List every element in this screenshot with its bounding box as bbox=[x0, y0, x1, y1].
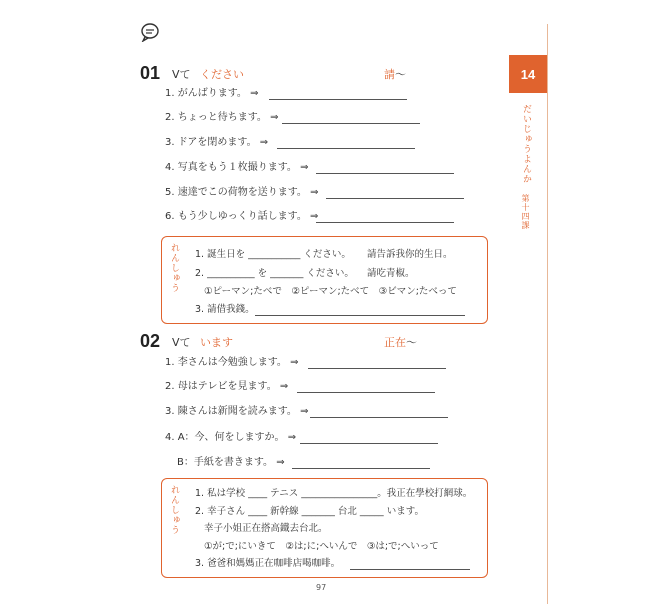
answer-line[interactable] bbox=[297, 391, 435, 393]
section-number: 01 bbox=[140, 63, 161, 83]
answer-line[interactable] bbox=[277, 147, 415, 149]
section-title-v: Vて bbox=[172, 68, 191, 81]
question-item: 4. 写真をもう１枚撮ります。 ⇒ bbox=[165, 162, 309, 173]
meaning-text: 請 bbox=[384, 68, 395, 81]
answer-line[interactable] bbox=[255, 314, 465, 316]
practice-translation: 請告訴我你的生日。 bbox=[367, 249, 453, 260]
practice-translation: 請吃青椒。 bbox=[367, 268, 415, 279]
chat-bubble-icon bbox=[140, 22, 160, 42]
question-item: 2. 母はテレビを見ます。 ⇒ bbox=[165, 381, 289, 392]
practice-box bbox=[161, 236, 488, 324]
question-item: 5. 速達でこの荷物を送ります。 ⇒ bbox=[165, 187, 319, 198]
practice-line: 2. __________ を _______ ください。 bbox=[195, 268, 354, 279]
section-meaning bbox=[384, 66, 406, 82]
question-item: 3. ドアを閉めます。 ⇒ bbox=[165, 137, 269, 148]
question-item: 1. がんばります。 ⇒ bbox=[165, 88, 259, 99]
section-title bbox=[172, 66, 244, 82]
chapter-divider-line bbox=[547, 24, 548, 604]
practice-translation: 幸子小姐正在搭高鐵去台北。 bbox=[204, 523, 328, 534]
question-item: 2. ちょっと待ちます。 ⇒ bbox=[165, 112, 279, 123]
section-title-rest: ください bbox=[200, 68, 245, 81]
answer-line[interactable] bbox=[316, 221, 454, 223]
practice-box bbox=[161, 478, 488, 578]
chapter-number-tab: 14 bbox=[509, 55, 547, 93]
question-item: B：手紙を書きます。 ⇒ bbox=[177, 457, 285, 468]
question-item: 6. もう少しゆっくり話します。 ⇒ bbox=[165, 211, 319, 222]
meaning-tilde: 〜 bbox=[395, 68, 406, 81]
practice-label: れんしゅう bbox=[169, 485, 179, 535]
question-item: 4. A：今、何をしますか。 ⇒ bbox=[165, 432, 297, 443]
answer-line[interactable] bbox=[292, 467, 430, 469]
answer-line[interactable] bbox=[308, 367, 446, 369]
practice-line: 3. 請借我錢。 bbox=[195, 304, 255, 315]
practice-line: 2. 幸子さん ____ 新幹線 _______ 台北 _____ います。 bbox=[195, 506, 424, 517]
section-meaning bbox=[384, 334, 417, 350]
section-title-rest: います bbox=[200, 336, 234, 349]
practice-line: 1. 私は学校 ____ テニス ________________。我正在學校打網球。 bbox=[195, 488, 473, 499]
practice-label: れんしゅう bbox=[169, 243, 179, 293]
question-item: 3. 陳さんは新聞を読みます。 ⇒ bbox=[165, 406, 309, 417]
chapter-vertical-title: だいじゅうよんか bbox=[521, 104, 531, 184]
practice-options: ①が;で;にいきて ②は;に;へいんで ③は;で;へいって bbox=[204, 541, 439, 552]
answer-line[interactable] bbox=[326, 197, 464, 199]
practice-line: 1. 誕生日を ___________ ください。 bbox=[195, 249, 351, 260]
chapter-vertical-subtitle: 第十四課 bbox=[521, 194, 530, 230]
meaning-tilde: 〜 bbox=[406, 336, 417, 349]
answer-line[interactable] bbox=[300, 442, 438, 444]
practice-line: 3. 爸爸和媽媽正在咖啡店喝咖啡。 bbox=[195, 558, 341, 569]
answer-line[interactable] bbox=[282, 122, 420, 124]
page-number: 97 bbox=[316, 583, 327, 592]
section-title bbox=[172, 334, 233, 350]
answer-line[interactable] bbox=[269, 98, 407, 100]
practice-options: ①ピーマン;たべで ②ピーマン;たべて ③ビマン;たべって bbox=[204, 286, 457, 297]
section-title-v: Vて bbox=[172, 336, 191, 349]
answer-line[interactable] bbox=[350, 568, 470, 570]
answer-line[interactable] bbox=[316, 172, 454, 174]
section-number: 02 bbox=[140, 331, 161, 351]
answer-line[interactable] bbox=[310, 416, 448, 418]
meaning-text: 正在 bbox=[384, 336, 406, 349]
question-item: 1. 李さんは今勉強します。 ⇒ bbox=[165, 357, 299, 368]
